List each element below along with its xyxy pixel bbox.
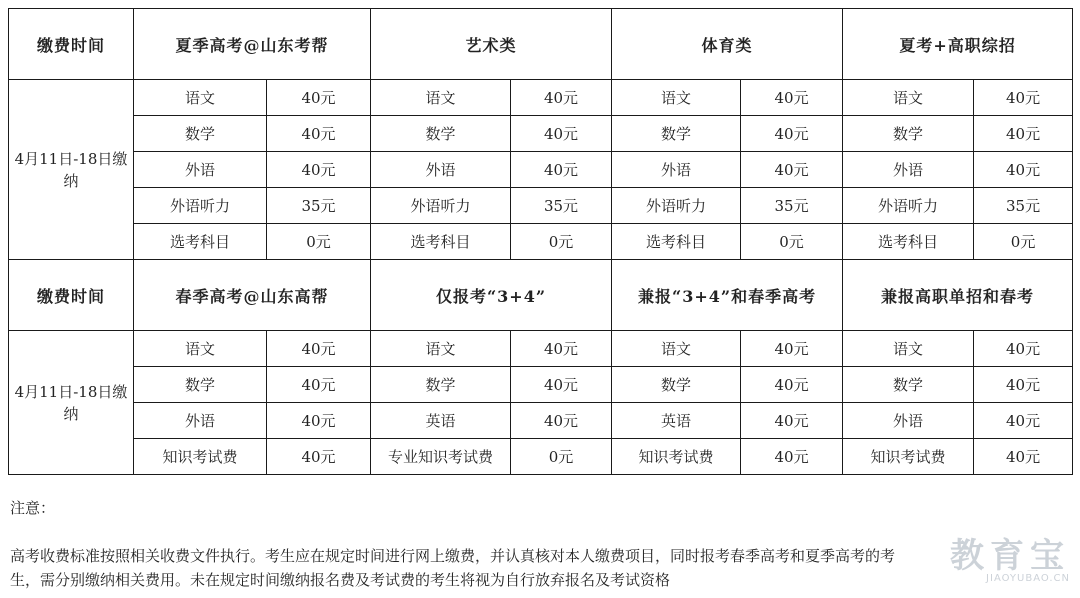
subject-cell: 外语听力: [134, 188, 267, 224]
table-row: [9, 116, 1073, 152]
fee-cell: 40元: [511, 80, 612, 116]
fee-cell: 40元: [741, 403, 843, 439]
fee-cell: 40元: [267, 439, 371, 475]
fee-cell: 40元: [974, 116, 1073, 152]
fee-cell: 40元: [741, 116, 843, 152]
fee-cell: 40元: [741, 80, 843, 116]
subject-cell: 选考科目: [612, 224, 741, 260]
subject-cell: 外语: [843, 403, 974, 439]
subject-cell: 外语: [843, 152, 974, 188]
fee-cell: 40元: [267, 403, 371, 439]
subject-cell: 数学: [843, 116, 974, 152]
table-row: [9, 188, 1073, 224]
table-row: [9, 224, 1073, 260]
subject-cell: 选考科目: [371, 224, 511, 260]
header-category-cell: 兼报高职单招和春考: [843, 260, 1073, 331]
subject-cell: 数学: [843, 367, 974, 403]
fee-cell: 40元: [511, 331, 612, 367]
header-category-cell: 夏考+高职综招: [843, 9, 1073, 80]
fee-cell: 40元: [511, 116, 612, 152]
subject-cell: 英语: [371, 403, 511, 439]
subject-cell: 语文: [612, 331, 741, 367]
fee-cell: 40元: [267, 80, 371, 116]
subject-cell: 语文: [371, 80, 511, 116]
subject-cell: 数学: [612, 116, 741, 152]
table-row: [9, 331, 1073, 367]
subject-cell: 数学: [134, 116, 267, 152]
fee-cell: 40元: [267, 116, 371, 152]
subject-cell: 数学: [371, 116, 511, 152]
subject-cell: 知识考试费: [843, 439, 974, 475]
header-row: [9, 9, 1073, 80]
fee-cell: 40元: [974, 367, 1073, 403]
subject-cell: 知识考试费: [612, 439, 741, 475]
period-cell: 4月11日-18日缴纳: [9, 80, 134, 260]
fee-cell: 40元: [741, 439, 843, 475]
fee-cell: 40元: [267, 152, 371, 188]
subject-cell: 语文: [843, 331, 974, 367]
header-category-cell: 仅报考“3+4”: [371, 260, 612, 331]
fee-cell: 40元: [974, 152, 1073, 188]
fee-cell: 40元: [511, 403, 612, 439]
subject-cell: 语文: [371, 331, 511, 367]
subject-cell: 专业知识考试费: [371, 439, 511, 475]
header-category-cell: 艺术类: [371, 9, 612, 80]
fee-cell: 40元: [974, 80, 1073, 116]
fee-cell: 40元: [741, 331, 843, 367]
subject-cell: 语文: [612, 80, 741, 116]
subject-cell: 语文: [843, 80, 974, 116]
watermark-url: JIAOYUBAO.CN: [986, 573, 1070, 584]
fee-cell: 35元: [511, 188, 612, 224]
notes-title: 注意：: [10, 499, 56, 517]
header-category-cell: 体育类: [612, 9, 843, 80]
fee-cell: 40元: [741, 367, 843, 403]
subject-cell: 外语: [612, 152, 741, 188]
header-category-cell: 春季高考@山东高帮: [134, 260, 371, 331]
fee-cell: 40元: [974, 403, 1073, 439]
table-row: [9, 367, 1073, 403]
subject-cell: 语文: [134, 331, 267, 367]
subject-cell: 外语听力: [371, 188, 511, 224]
fee-cell: 40元: [511, 367, 612, 403]
subject-cell: 选考科目: [134, 224, 267, 260]
fee-cell: 0元: [741, 224, 843, 260]
fee-cell: 0元: [511, 224, 612, 260]
subject-cell: 选考科目: [843, 224, 974, 260]
notes-line-2: 生，需分别缴纳相关费用。未在规定时间缴纳报名费及考试费的考生将视为自行放弃报名及考试资格: [10, 571, 671, 589]
header-period-cell: 缴费时间: [9, 9, 134, 80]
watermark-logo: [950, 536, 1070, 584]
subject-cell: 语文: [134, 80, 267, 116]
subject-cell: 外语: [134, 152, 267, 188]
subject-cell: 数学: [612, 367, 741, 403]
fee-cell: 0元: [974, 224, 1073, 260]
watermark-text: 教育宝: [950, 536, 1070, 576]
fee-cell: 35元: [267, 188, 371, 224]
subject-cell: 知识考试费: [134, 439, 267, 475]
notes-line-1: 高考收费标准按照相关收费文件执行。考生应在规定时间进行网上缴费，并认真核对本人缴费项目，同时报考春季高考和夏季高考的考: [10, 547, 896, 565]
fee-cell: 35元: [741, 188, 843, 224]
notes: [10, 496, 1070, 592]
header-row: [9, 260, 1073, 331]
fee-cell: 0元: [511, 439, 612, 475]
table-row: [9, 403, 1073, 439]
subject-cell: 外语: [371, 152, 511, 188]
header-category-cell: 夏季高考@山东考帮: [134, 9, 371, 80]
subject-cell: 外语听力: [612, 188, 741, 224]
fee-cell: 40元: [267, 331, 371, 367]
fee-cell: 40元: [511, 152, 612, 188]
fee-cell: 40元: [974, 331, 1073, 367]
subject-cell: 外语: [134, 403, 267, 439]
fee-cell: 40元: [974, 439, 1073, 475]
table-row: [9, 80, 1073, 116]
subject-cell: 外语听力: [843, 188, 974, 224]
fee-cell: 40元: [267, 367, 371, 403]
header-period-cell: 缴费时间: [9, 260, 134, 331]
table-row: [9, 439, 1073, 475]
header-category-cell: 兼报“3+4”和春季高考: [612, 260, 843, 331]
fee-cell: 40元: [741, 152, 843, 188]
fee-table: [8, 8, 1073, 475]
subject-cell: 英语: [612, 403, 741, 439]
period-cell: 4月11日-18日缴纳: [9, 331, 134, 475]
table-row: [9, 152, 1073, 188]
fee-cell: 35元: [974, 188, 1073, 224]
fee-cell: 0元: [267, 224, 371, 260]
subject-cell: 数学: [371, 367, 511, 403]
subject-cell: 数学: [134, 367, 267, 403]
